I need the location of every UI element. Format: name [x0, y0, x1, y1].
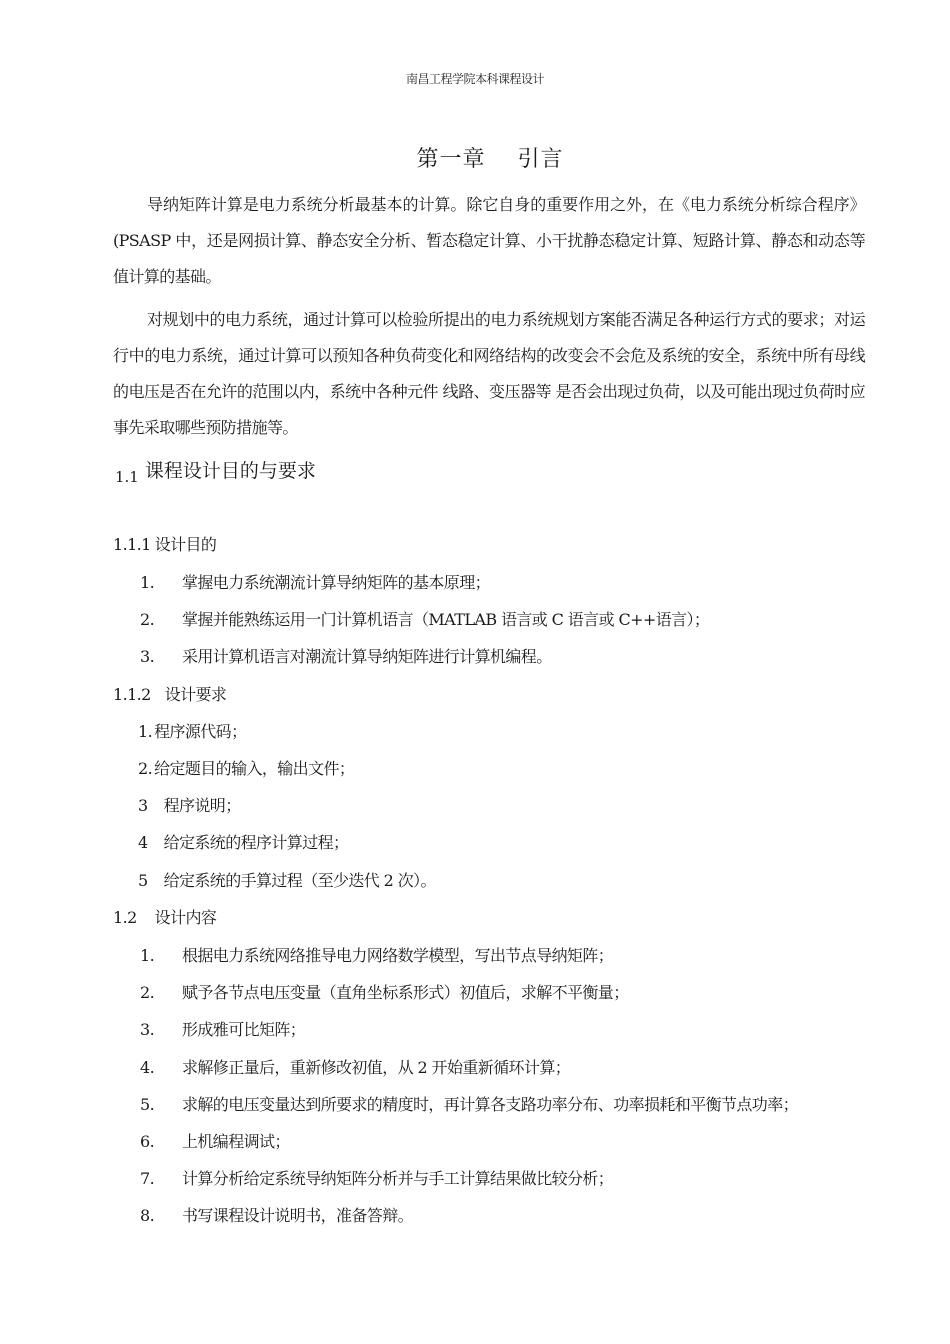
item-text: 给定题目的输入，输出文件； — [154, 759, 355, 778]
page-header: 南昌工程学院本科课程设计 — [405, 72, 544, 86]
item-number: 1. — [140, 573, 155, 592]
requirement-item — [138, 719, 246, 742]
subsection-title: 设计目的 — [154, 535, 217, 554]
item-text: 上机编程调试； — [182, 1132, 290, 1151]
item-text: 给定系统的手算过程（至少迭代 2 次）。 — [163, 871, 436, 890]
requirement-item — [138, 756, 354, 779]
objective-item — [140, 644, 552, 667]
section-title: 设计内容 — [154, 908, 217, 927]
item-number: 4. — [140, 1058, 155, 1077]
content-item — [140, 1166, 613, 1189]
content-item — [140, 943, 613, 966]
intro-paragraph-1: 导纳矩阵计算是电力系统分析最基本的计算。除它自身的重要作用之外，在《电力系统分析综合程序》(PSASP 中，还是网损计算、静态安全分析、暂态稳定计算、小干扰静态稳定计算、短路计算、静态和动态等值计算的基础。 — [113, 195, 865, 286]
item-number: 3 — [138, 796, 148, 815]
requirement-item — [138, 868, 436, 891]
item-number: 1. — [140, 946, 155, 965]
item-text: 求解的电压变量达到所要求的精度时，再计算各支路功率分布、功率损耗和平衡节点功率； — [182, 1095, 799, 1114]
content-item — [140, 1203, 413, 1226]
objective-item — [140, 607, 709, 630]
item-number: 5 — [138, 871, 148, 890]
item-text: 形成雅可比矩阵； — [182, 1020, 306, 1039]
item-text: 采用计算机语言对潮流计算导纳矩阵进行计算机编程。 — [182, 647, 552, 666]
item-text: 程序源代码； — [154, 722, 247, 741]
content-item — [140, 980, 629, 1003]
subsection-heading-1-1-2 — [113, 682, 226, 705]
item-number: 4 — [138, 833, 148, 852]
item-text: 书写课程设计说明书，准备答辩。 — [182, 1206, 414, 1225]
subsection-title: 设计要求 — [164, 685, 227, 704]
item-text: 给定系统的程序计算过程； — [163, 833, 349, 852]
content-item — [140, 1092, 798, 1115]
item-number: 6. — [140, 1132, 155, 1151]
chapter-title: 第一章 引言 — [416, 147, 564, 172]
item-text: 程序说明； — [163, 796, 241, 815]
subsection-number: 1.1.1 — [113, 535, 151, 554]
section-heading-1-2 — [113, 905, 216, 928]
intro-paragraph-2: 对规划中的电力系统，通过计算可以检验所提出的电力系统规划方案能否满足各种运行方式的要求；对运行中的电力系统，通过计算可以预知各种负荷变化和网络结构的改变会不会危及系统的安全，系统中所有母线的电压是否在允许的范围以内，系统中各种元件 线路、变压器等 是否会出现过负荷，以及可能出现过负荷时应事先采取哪些预防措施等。 — [113, 310, 865, 437]
item-text: 求解修正量后，重新修改初值，从 2 开始重新循环计算； — [182, 1058, 571, 1077]
item-text: 计算分析给定系统导纳矩阵分析并与手工计算结果做比较分析； — [182, 1169, 614, 1188]
item-number: 8. — [140, 1206, 155, 1225]
item-number: 3. — [140, 1020, 155, 1039]
objective-item — [140, 570, 490, 593]
item-number: 5. — [140, 1095, 155, 1114]
requirement-item — [138, 830, 348, 853]
section-number: 1.2 — [113, 908, 137, 927]
item-number: 1. — [138, 722, 153, 741]
content-item — [140, 1055, 570, 1078]
item-number: 7. — [140, 1169, 155, 1188]
section-title: 课程设计目的与要求 — [144, 460, 316, 482]
section-heading-1-1 — [115, 456, 316, 486]
subsection-heading-1-1-1 — [113, 532, 216, 555]
item-number: 3. — [140, 647, 155, 666]
content-item — [140, 1017, 305, 1040]
item-number: 2. — [138, 759, 153, 778]
content-item — [140, 1129, 290, 1152]
item-text: 掌握电力系统潮流计算导纳矩阵的基本原理； — [182, 573, 491, 592]
item-number: 2. — [140, 610, 155, 629]
item-text: 掌握并能熟练运用一门计算机语言（MATLAB 语言或 C 语言或 C++语言）； — [182, 610, 710, 629]
item-number: 2. — [140, 983, 155, 1002]
subsection-number: 1.1.2 — [113, 685, 151, 704]
section-number: 1.1 — [115, 468, 139, 486]
item-text: 赋予各节点电压变量（直角坐标系形式）初值后，求解不平衡量； — [182, 983, 629, 1002]
requirement-item — [138, 793, 241, 816]
item-text: 根据电力系统网络推导电力网络数学模型，写出节点导纳矩阵； — [182, 946, 614, 965]
